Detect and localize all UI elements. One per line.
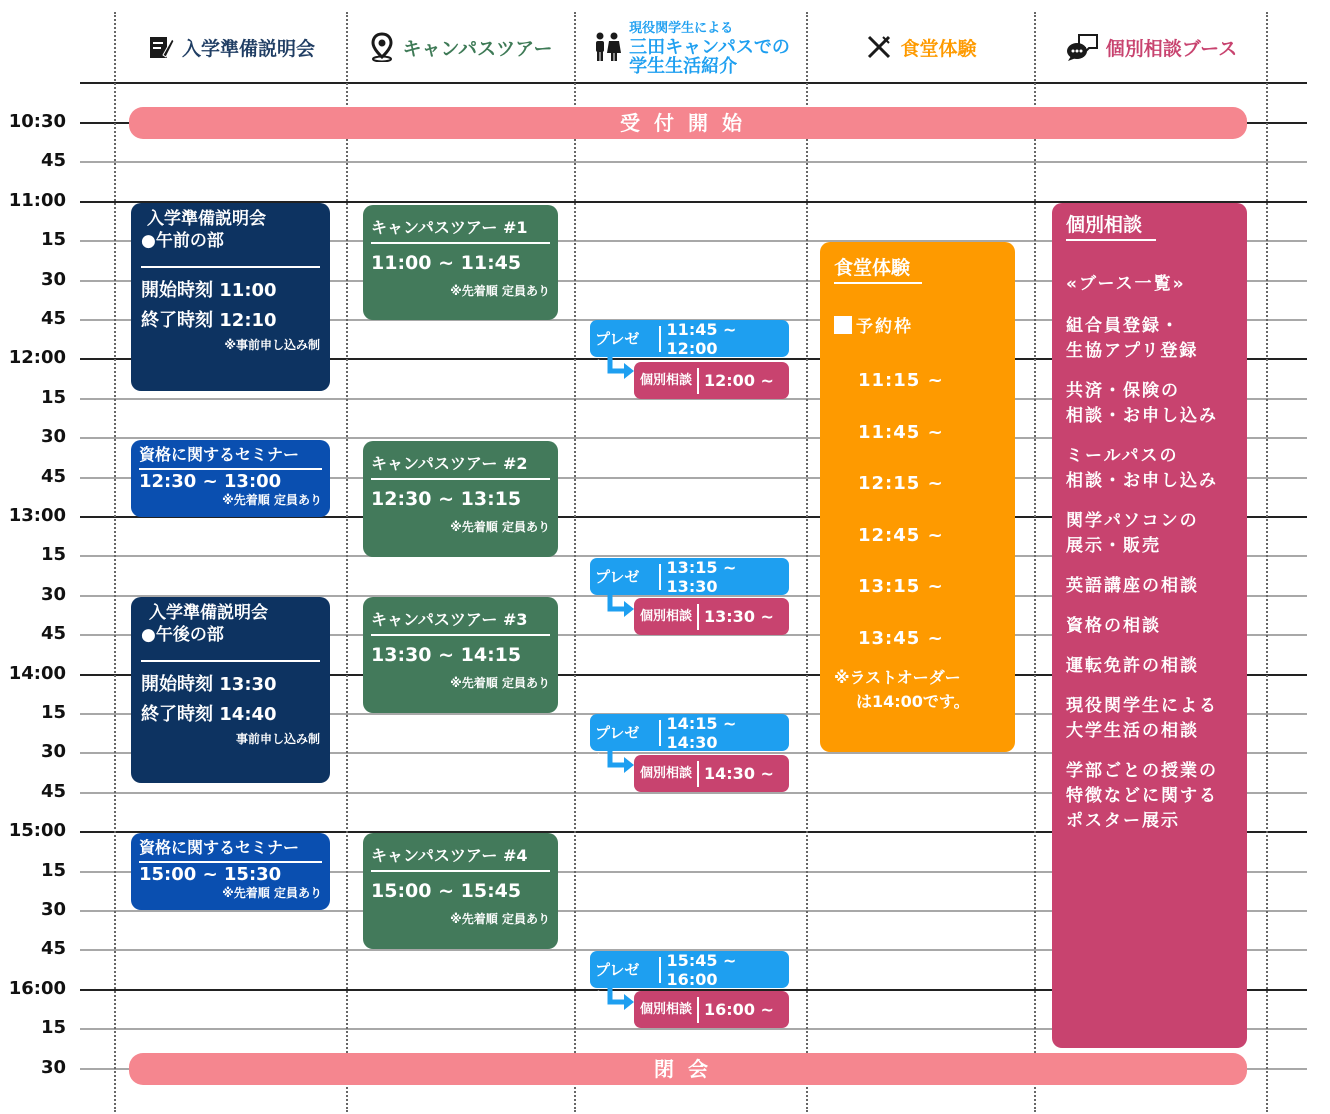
orientation-end: 終了時刻 12:10 — [141, 310, 277, 331]
divider — [141, 266, 320, 268]
divider — [371, 478, 550, 480]
reservation-slot: 13:15 ~ — [858, 576, 944, 597]
column-divider — [1266, 12, 1268, 1112]
divider — [141, 660, 320, 662]
presentation-slot[interactable] — [590, 557, 789, 612]
tour-time: 13:30 ~ 14:15 — [371, 644, 522, 666]
tour-time: 15:00 ~ 15:45 — [371, 880, 522, 902]
booth-item-line: ミールパスの — [1066, 446, 1179, 466]
time-label: 30 — [40, 741, 66, 762]
seminar-time: 12:30 ~ 13:00 — [139, 471, 282, 492]
cafeteria-title: 食堂体験 — [834, 254, 922, 284]
consultation-slot[interactable] — [634, 991, 789, 1028]
column-header-orientation — [116, 22, 346, 72]
campus-tour-card[interactable] — [363, 205, 558, 320]
time-label: 15 — [40, 860, 66, 881]
time-label: 45 — [40, 466, 66, 487]
presentation-slot[interactable] — [590, 950, 789, 1005]
seminar-card[interactable] — [131, 440, 330, 517]
column-header-small: 現役関学生による — [629, 20, 734, 36]
column-divider — [346, 12, 348, 1112]
tour-title: キャンパスツアー #3 — [371, 610, 528, 629]
presentation-time: 14:15 ~ 14:30 — [666, 713, 737, 752]
time-label: 15:00 — [8, 820, 66, 841]
consultation-slot[interactable] — [634, 598, 789, 635]
booth-item-line: 特徴などに関する — [1066, 786, 1218, 806]
orientation-morning-card[interactable] — [131, 203, 330, 391]
consultation-slot[interactable] — [634, 362, 789, 399]
time-label: 45 — [40, 150, 66, 171]
booth-list-item — [1066, 379, 1233, 429]
time-label: 30 — [40, 269, 66, 290]
reservation-slot: 11:15 ~ — [858, 370, 944, 391]
arrow-right-icon — [604, 357, 636, 381]
reservation-heading — [834, 312, 1001, 337]
cafeteria-note — [834, 666, 1001, 714]
square-icon — [834, 316, 852, 334]
time-label: 11:00 — [8, 190, 66, 211]
consultation-time: 14:30 ~ — [704, 764, 774, 783]
booth-list-item — [1066, 574, 1233, 599]
presentation-slot[interactable] — [590, 713, 789, 768]
seminar-title: 資格に関するセミナー — [139, 838, 300, 857]
seminar-title: 資格に関するセミナー — [139, 445, 300, 464]
column-header-student-life — [576, 14, 806, 80]
presentation-slot[interactable] — [590, 319, 789, 374]
booth-item-line: 資格の相談 — [1066, 616, 1161, 636]
reservation-slot: 11:45 ~ — [858, 421, 944, 443]
orientation-title: 入学準備説明会 — [149, 603, 268, 623]
column-divider — [574, 12, 576, 1112]
time-label: 30 — [40, 584, 66, 605]
seminar-card[interactable] — [131, 833, 330, 910]
column-header-label: 食堂体験 — [900, 37, 977, 60]
booth-list-item — [1066, 314, 1233, 364]
arrow-right-icon — [604, 751, 636, 775]
orientation-note: 事前申し込み制 — [235, 732, 320, 746]
presentation-time: 11:45 ~ 12:00 — [666, 319, 737, 358]
booth-item-line: 現役関学生による — [1066, 696, 1218, 716]
divider — [371, 242, 550, 244]
consultation-slot[interactable] — [634, 755, 789, 792]
booth-list-item — [1066, 614, 1233, 639]
time-label: 30 — [40, 1057, 66, 1078]
booth-list-item — [1066, 509, 1233, 559]
booth-item-line: 相談・お申し込み — [1066, 471, 1218, 491]
column-header-label: 個別相談ブース — [1105, 37, 1238, 60]
booth-item-line: 生協アプリ登録 — [1066, 341, 1199, 361]
column-divider — [806, 12, 808, 1112]
time-label: 15 — [40, 387, 66, 408]
orientation-session: ●午後の部 — [141, 625, 224, 645]
booth-list-title: «ブース一覧» — [1066, 274, 1186, 294]
tour-time: 11:00 ~ 11:45 — [371, 252, 522, 274]
orientation-afternoon-card[interactable] — [131, 597, 330, 783]
tour-title: キャンパスツアー #2 — [371, 454, 528, 473]
reservation-slot: 12:45 ~ — [858, 524, 944, 546]
booth-item-line: 相談・お申し込み — [1066, 406, 1218, 426]
consultation-label: 個別相談 — [634, 604, 699, 630]
time-label: 14:00 — [8, 663, 66, 684]
column-header-label: 三田キャンパスでの — [629, 36, 790, 58]
presentation-label: プレゼン — [590, 326, 661, 352]
booth-title: 個別相談 — [1066, 211, 1156, 241]
time-label: 30 — [40, 426, 66, 447]
tour-note: ※先着順 定員あり — [450, 520, 550, 534]
time-label: 15 — [40, 229, 66, 250]
orientation-end: 終了時刻 14:40 — [141, 704, 277, 725]
reservation-label: 予約枠 — [856, 317, 913, 337]
tour-title: キャンパスツアー #4 — [371, 846, 528, 865]
tour-title: キャンパスツアー #1 — [371, 218, 528, 237]
reception-open-bar: 受付開始 — [129, 107, 1247, 139]
column-header-label: キャンパスツアー — [402, 37, 553, 60]
booth-list-item — [1066, 759, 1233, 834]
booth-item-line: 展示・販売 — [1066, 536, 1161, 556]
booth-item-line: 運転免許の相談 — [1066, 656, 1199, 676]
presentation-label: プレゼン — [590, 720, 661, 746]
fork-knife-icon — [865, 33, 893, 61]
cafeteria-card[interactable] — [820, 242, 1015, 752]
column-divider — [1034, 12, 1036, 1112]
column-divider — [114, 12, 116, 1112]
seminar-time: 15:00 ~ 15:30 — [139, 864, 282, 885]
booth-item-line: 学部ごとの授業の — [1066, 761, 1218, 781]
people-icon — [592, 31, 622, 63]
campus-tour-card[interactable] — [363, 597, 558, 713]
header-divider — [80, 82, 1307, 84]
booth-list-item — [1066, 444, 1233, 494]
booth-card[interactable] — [1052, 203, 1247, 1048]
orientation-start: 開始時刻 13:30 — [141, 674, 277, 695]
column-header-campus-tour — [348, 22, 574, 72]
presentation-time: 13:15 ~ 13:30 — [666, 557, 737, 596]
booth-item-line: 組合員登録・ — [1066, 316, 1180, 336]
booth-item-line: 大学生活の相談 — [1066, 721, 1199, 741]
time-label: 15 — [40, 702, 66, 723]
orientation-start: 開始時刻 11:00 — [141, 280, 277, 301]
time-label: 13:00 — [8, 505, 66, 526]
chat-bubble-icon — [1065, 32, 1099, 62]
campus-tour-card[interactable] — [363, 441, 558, 557]
seminar-note: ※先着順 定員あり — [222, 886, 322, 900]
tour-note: ※先着順 定員あり — [450, 676, 550, 690]
presentation-time: 15:45 ~ 16:00 — [666, 950, 737, 989]
divider — [139, 861, 322, 863]
presentation-label: プレゼン — [590, 564, 661, 590]
time-label: 45 — [40, 938, 66, 959]
tour-time: 12:30 ~ 13:15 — [371, 488, 522, 510]
booth-item-line: 共済・保険の — [1066, 381, 1180, 401]
time-label: 45 — [40, 623, 66, 644]
time-label: 45 — [40, 308, 66, 329]
time-label: 15 — [40, 1017, 66, 1038]
note-line: ※ラストオーダー — [834, 668, 961, 687]
time-label: 12:00 — [8, 347, 66, 368]
consultation-time: 12:00 ~ — [704, 371, 774, 390]
consultation-time: 13:30 ~ — [704, 607, 774, 626]
map-pin-icon — [369, 32, 395, 62]
consultation-label: 個別相談 — [634, 761, 699, 787]
presentation-label: プレゼン — [590, 957, 661, 983]
document-pen-icon — [147, 33, 175, 61]
reservation-slot: 12:15 ~ — [858, 473, 944, 494]
booth-item-line: ポスター展示 — [1066, 811, 1180, 831]
reservation-slot: 13:45 ~ — [858, 627, 944, 649]
column-header-label: 入学準備説明会 — [181, 37, 315, 60]
column-header-booth — [1036, 22, 1266, 72]
tour-note: ※先着順 定員あり — [450, 912, 550, 926]
note-line: は14:00です。 — [856, 692, 970, 711]
orientation-note: ※事前申し込み制 — [224, 338, 320, 352]
arrow-right-icon — [604, 595, 636, 619]
booth-list-item — [1066, 654, 1233, 679]
column-header-label: 学生生活紹介 — [629, 55, 738, 77]
time-label: 16:00 — [8, 978, 66, 999]
divider — [371, 634, 550, 636]
seminar-note: ※先着順 定員あり — [222, 493, 322, 507]
quarter-line — [80, 161, 1307, 163]
divider — [371, 870, 550, 872]
consultation-label: 個別相談 — [634, 997, 699, 1023]
time-label: 10:30 — [8, 111, 66, 132]
divider — [139, 468, 322, 470]
consultation-time: 16:00 ~ — [704, 1000, 774, 1019]
time-label: 30 — [40, 899, 66, 920]
booth-item-line: 英語講座の相談 — [1066, 576, 1199, 596]
time-label: 15 — [40, 544, 66, 565]
orientation-session: ●午前の部 — [141, 231, 224, 251]
campus-tour-card[interactable] — [363, 833, 558, 949]
time-label: 45 — [40, 781, 66, 802]
tour-note: ※先着順 定員あり — [450, 284, 550, 298]
closing-bar: 閉会 — [129, 1053, 1247, 1085]
booth-list-item — [1066, 694, 1233, 744]
column-header-cafeteria — [808, 22, 1034, 72]
booth-item-line: 関学パソコンの — [1066, 511, 1199, 531]
arrow-right-icon — [604, 988, 636, 1012]
consultation-label: 個別相談 — [634, 368, 699, 394]
orientation-title: 入学準備説明会 — [147, 209, 266, 229]
